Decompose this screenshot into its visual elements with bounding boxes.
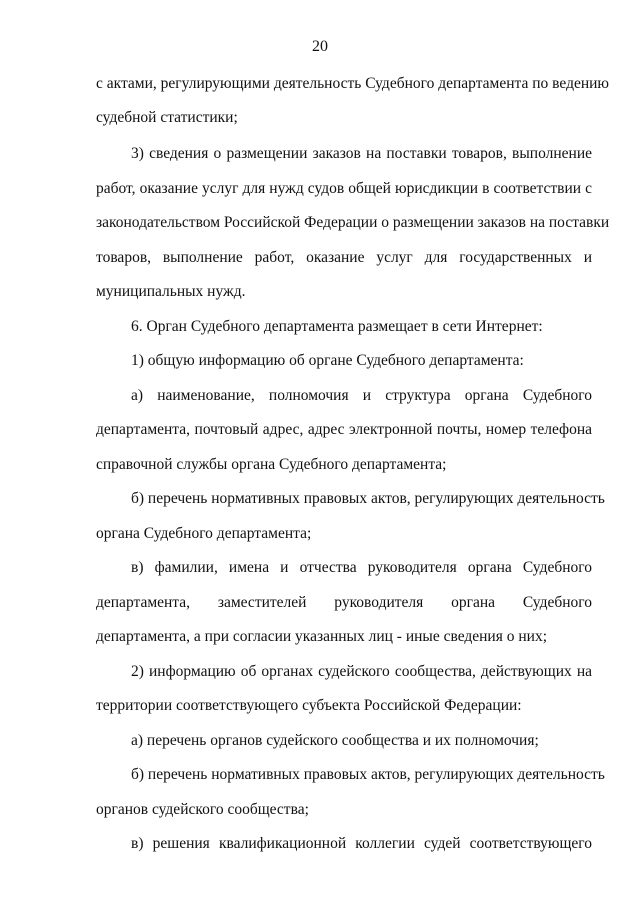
text-line: департамента, заместителей руководителя органа Судебного — [96, 594, 592, 611]
text-line: справочной службы органа Судебного департамента; — [96, 456, 447, 473]
text-line: судебной статистики; — [96, 109, 238, 126]
text-line: департамента, а при согласии указанных лиц - иные сведения о них; — [96, 628, 547, 645]
text-line: в) решения квалификационной коллегии судей соответствующего — [131, 835, 592, 852]
text-line: 6. Орган Судебного департамента размещает в сети Интернет: — [131, 318, 543, 335]
text-line: с актами, регулирующими деятельность Судебного департамента по ведению — [96, 75, 610, 92]
text-line: б) перечень нормативных правовых актов, регулирующих деятельность — [131, 766, 605, 783]
text-line: органов судейского сообщества; — [96, 801, 309, 818]
text-line: муниципальных нужд. — [96, 283, 246, 300]
text-line: б) перечень нормативных правовых актов, регулирующих деятельность — [131, 490, 605, 507]
page-number: 20 — [312, 38, 328, 55]
text-line: а) наименование, полномочия и структура органа Судебного — [131, 387, 592, 404]
text-line: а) перечень органов судейского сообщества и их полномочия; — [131, 732, 539, 749]
text-line: органа Судебного департамента; — [96, 525, 312, 542]
text-line: товаров, выполнение работ, оказание услуг для государственных и — [96, 249, 592, 266]
text-line: в) фамилии, имена и отчества руководителя органа Судебного — [131, 559, 592, 576]
text-line: департамента, почтовый адрес, адрес электронной почты, номер телефона — [96, 421, 592, 438]
text-line: территории соответствующего субъекта Российской Федерации: — [96, 697, 522, 714]
text-line: работ, оказание услуг для нужд судов общей юрисдикции в соответствии с — [96, 180, 592, 197]
text-line: законодательством Российской Федерации о размещении заказов на поставки — [96, 214, 610, 231]
text-line: 3) сведения о размещении заказов на поставки товаров, выполнение — [131, 145, 592, 162]
text-line: 2) информацию об органах судейского сообщества, действующих на — [131, 663, 592, 680]
text-line: 1) общую информацию об органе Судебного департамента: — [131, 352, 524, 369]
